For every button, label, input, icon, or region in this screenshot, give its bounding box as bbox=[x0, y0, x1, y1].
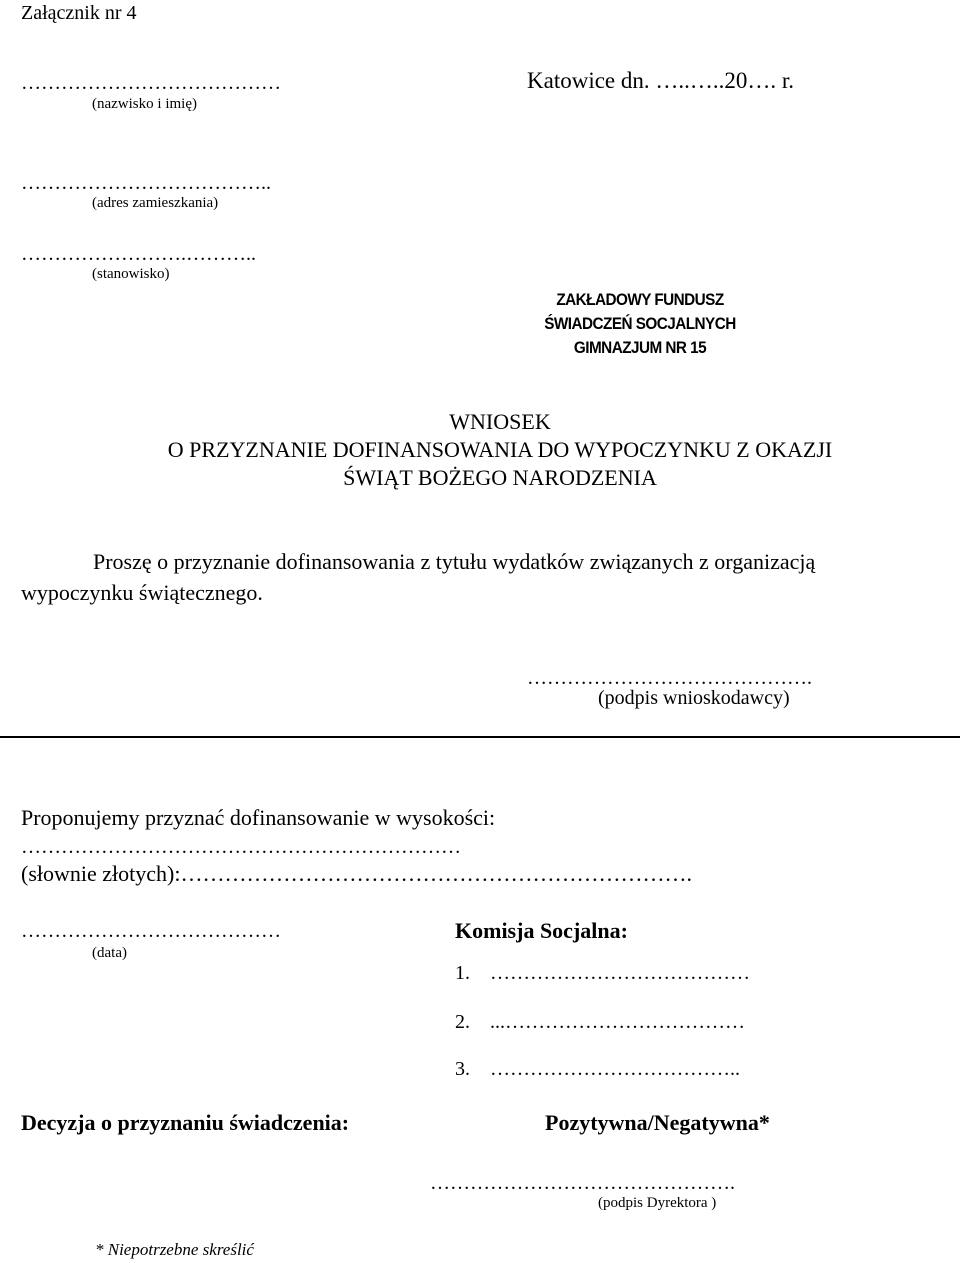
position-caption: (stanowisko) bbox=[92, 266, 170, 282]
section-divider bbox=[0, 736, 960, 738]
commission-member-2[interactable]: 2. ...……………………………… bbox=[455, 1011, 745, 1033]
director-signature-field[interactable]: ………………………………………. bbox=[430, 1172, 735, 1194]
request-line-2: wypoczynku świątecznego. bbox=[21, 580, 263, 605]
name-field[interactable]: ………………………………… bbox=[21, 72, 281, 94]
fund-line-1: ZAKŁADOWY FUNDUSZ bbox=[556, 290, 724, 309]
proposal-label: Proponujemy przyznać dofinansowanie w wysokości: bbox=[21, 805, 496, 830]
document-title bbox=[0, 408, 960, 492]
address-caption: (adres zamieszkania) bbox=[92, 195, 219, 211]
request-line-1: Proszę o przyznanie dofinansowania z tytułu wydatków związanych z organizacją bbox=[93, 549, 816, 574]
date-field[interactable]: ………………………………… bbox=[21, 920, 281, 942]
name-caption: (nazwisko i imię) bbox=[92, 96, 197, 112]
address-field[interactable]: ……………………………….. bbox=[21, 172, 271, 194]
applicant-signature-field[interactable]: ……………………………………. bbox=[527, 667, 812, 689]
place-date-field[interactable]: Katowice dn. …..…..20…. r. bbox=[527, 68, 795, 93]
title-line-3: ŚWIĄT BOŻEGO NARODZENIA bbox=[343, 465, 657, 490]
fund-line-2: ŚWIADCZEŃ SOCJALNYCH bbox=[544, 314, 736, 333]
commission-member-1[interactable]: 1. ………………………………… bbox=[455, 962, 750, 984]
director-signature-caption: (podpis Dyrektora ) bbox=[598, 1195, 717, 1211]
attachment-note: Załącznik nr 4 bbox=[21, 2, 137, 24]
fund-heading bbox=[480, 288, 800, 360]
proposal-words-field[interactable]: (słownie złotych):……………………………………………………………. bbox=[21, 861, 692, 886]
applicant-signature-caption: (podpis wnioskodawcy) bbox=[598, 687, 790, 709]
decision-label: Decyzja o przyznaniu świadczenia: bbox=[21, 1110, 350, 1135]
commission-member-3[interactable]: 3. ……………………………….. bbox=[455, 1058, 740, 1080]
title-line-1: WNIOSEK bbox=[449, 409, 551, 434]
position-field[interactable]: …………………….……….. bbox=[21, 243, 256, 265]
title-line-2: O PRZYZNANIE DOFINANSOWANIA DO WYPOCZYNKU Z OKAZJI bbox=[167, 437, 833, 462]
date-caption: (data) bbox=[92, 945, 127, 961]
decision-value: Pozytywna/Negatywna* bbox=[545, 1110, 770, 1135]
proposal-amount-field[interactable]: ………………………………………………………… bbox=[21, 836, 461, 858]
commission-label: Komisja Socjalna: bbox=[455, 918, 628, 943]
footnote: * Niepotrzebne skreślić bbox=[95, 1240, 254, 1259]
fund-line-3: GIMNAZJUM NR 15 bbox=[573, 338, 707, 357]
